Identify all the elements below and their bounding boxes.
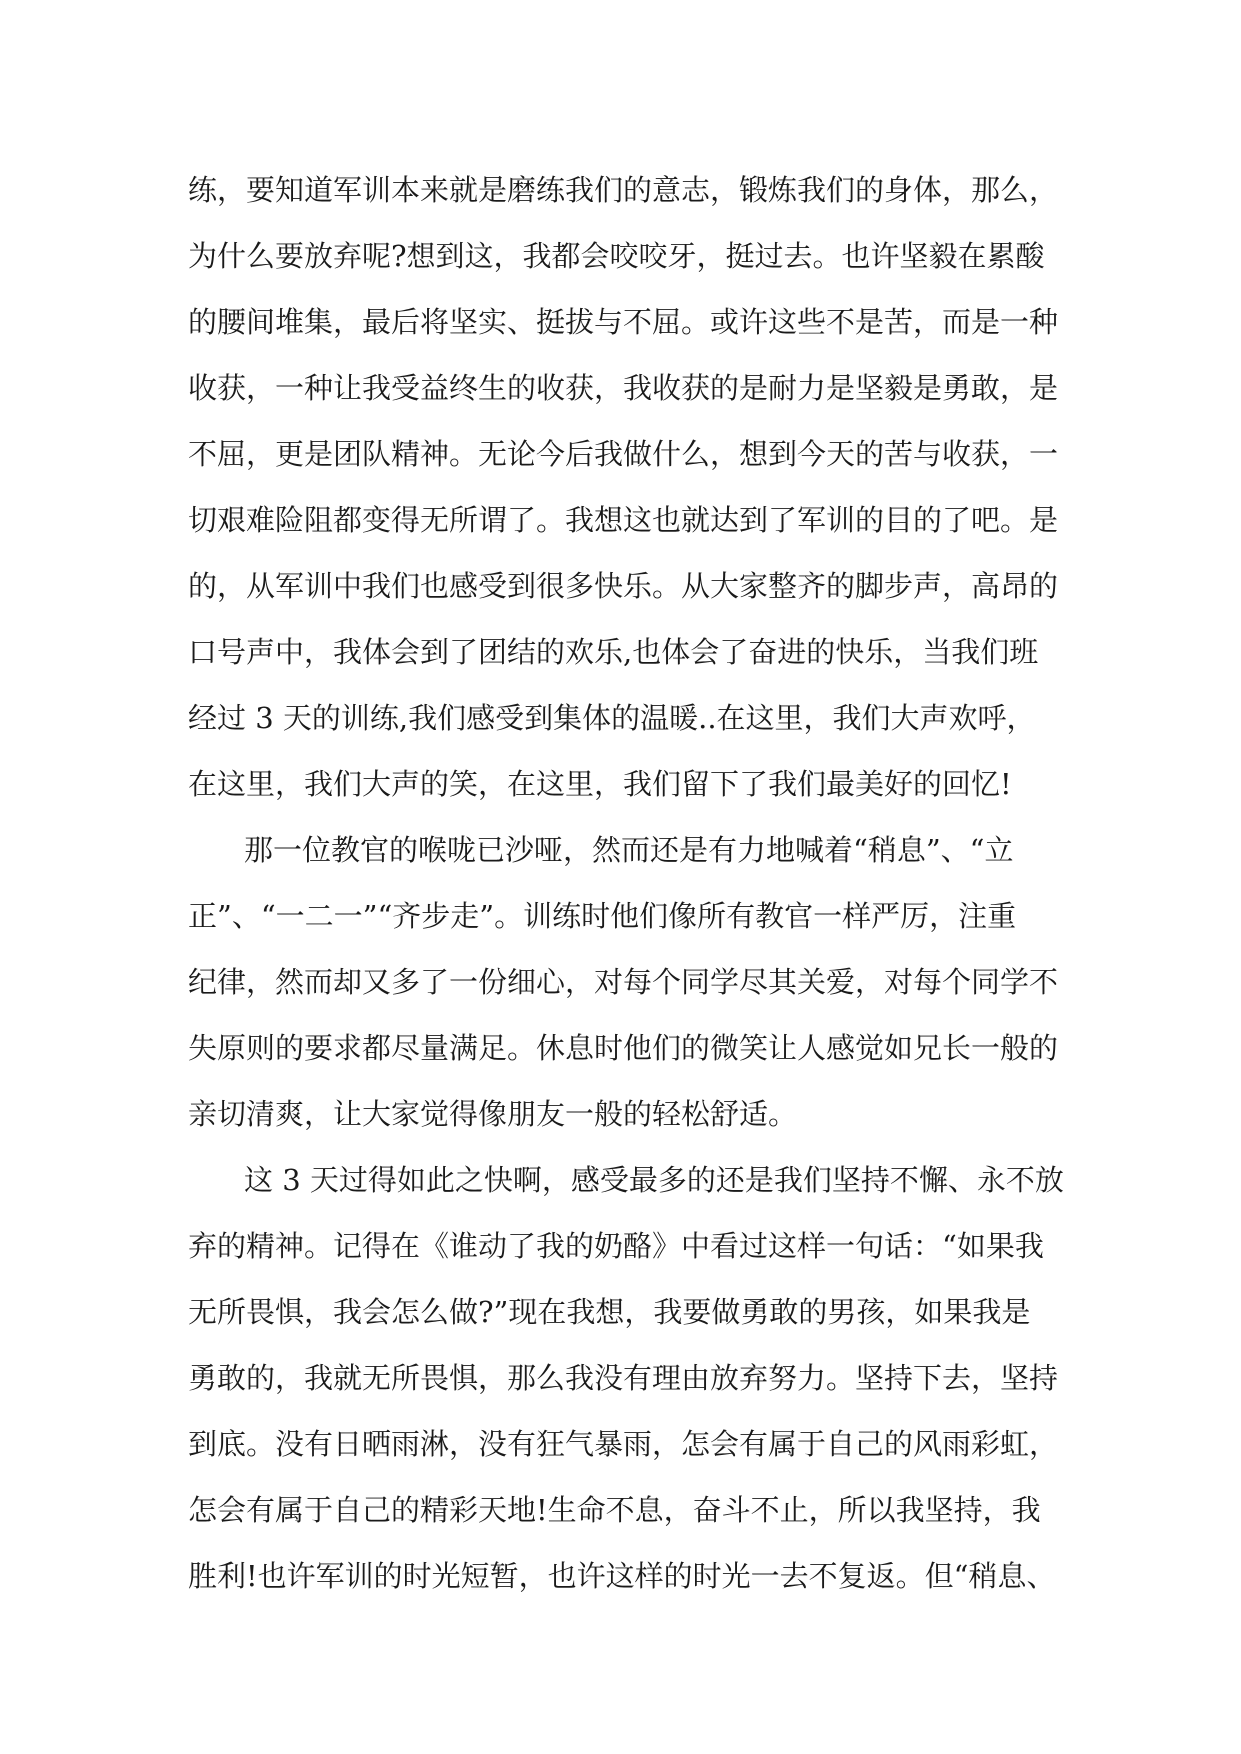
paragraph-1-line-4: 收获，一种让我受益终生的收获，我收获的是耐力是坚毅是勇敢，是 bbox=[188, 371, 1059, 405]
paragraph-1-line-7: 的，从军训中我们也感受到很多快乐。从大家整齐的脚步声，高昂的 bbox=[188, 569, 1059, 603]
paragraph-1-line-1: 练，要知道军训本来就是磨练我们的意志，锻炼我们的身体，那么， bbox=[188, 173, 1059, 207]
paragraph-1-line-3: 的腰间堆集，最后将坚实、挺拔与不屈。或许这些不是苦，而是一种 bbox=[188, 305, 1059, 339]
paragraph-3-line-3: 无所畏惧，我会怎么做?”现在我想，我要做勇敢的男孩，如果我是 bbox=[188, 1295, 1031, 1329]
paragraph-2-line-4: 失原则的要求都尽量满足。休息时他们的微笑让人感觉如兄长一般的 bbox=[188, 1031, 1059, 1065]
paragraph-2-line-5: 亲切清爽，让大家觉得像朋友一般的轻松舒适。 bbox=[188, 1097, 798, 1131]
paragraph-1-line-8: 口号声中，我体会到了团结的欢乐,也体会了奋进的快乐，当我们班 bbox=[188, 635, 1039, 669]
paragraph-1-line-5: 不屈，更是团队精神。无论今后我做什么，想到今天的苦与收获，一 bbox=[188, 437, 1059, 471]
paragraph-3-line-4: 勇敢的，我就无所畏惧，那么我没有理由放弃努力。坚持下去，坚持 bbox=[188, 1361, 1059, 1395]
paragraph-1-line-2: 为什么要放弃呢?想到这，我都会咬咬牙，挺过去。也许坚毅在累酸 bbox=[188, 239, 1045, 273]
paragraph-3-line-6: 怎会有属于自己的精彩天地!生命不息，奋斗不止，所以我坚持，我 bbox=[188, 1493, 1041, 1527]
paragraph-3-line-5: 到底。没有日晒雨淋，没有狂气暴雨，怎会有属于自己的风雨彩虹， bbox=[188, 1427, 1059, 1461]
paragraph-3-line-7: 胜利!也许军训的时光短暂，也许这样的时光一去不复返。但“稍息、 bbox=[188, 1559, 1056, 1593]
paragraph-1-line-10: 在这里，我们大声的笑，在这里，我们留下了我们最美好的回忆! bbox=[188, 767, 1012, 801]
paragraph-3-line-1: 这 3 天过得如此之快啊，感受最多的还是我们坚持不懈、永不放 bbox=[244, 1163, 1064, 1197]
paragraph-1-line-6: 切艰难险阻都变得无所谓了。我想这也就达到了军训的目的了吧。是 bbox=[188, 503, 1059, 537]
paragraph-2-line-3: 纪律，然而却又多了一份细心，对每个同学尽其关爱，对每个同学不 bbox=[188, 965, 1059, 999]
paragraph-2-line-1: 那一位教官的喉咙已沙哑，然而还是有力地喊着“稍息”、“立 bbox=[244, 833, 1014, 867]
paragraph-1-line-9: 经过 3 天的训练,我们感受到集体的温暖..在这里，我们大声欢呼， bbox=[188, 701, 1036, 735]
paragraph-3-line-2: 弃的精神。记得在《谁动了我的奶酪》中看过这样一句话：“如果我 bbox=[188, 1229, 1044, 1263]
paragraph-2-line-2: 正”、“一二一”“齐步走”。训练时他们像所有教官一样严厉，注重 bbox=[188, 899, 1017, 933]
